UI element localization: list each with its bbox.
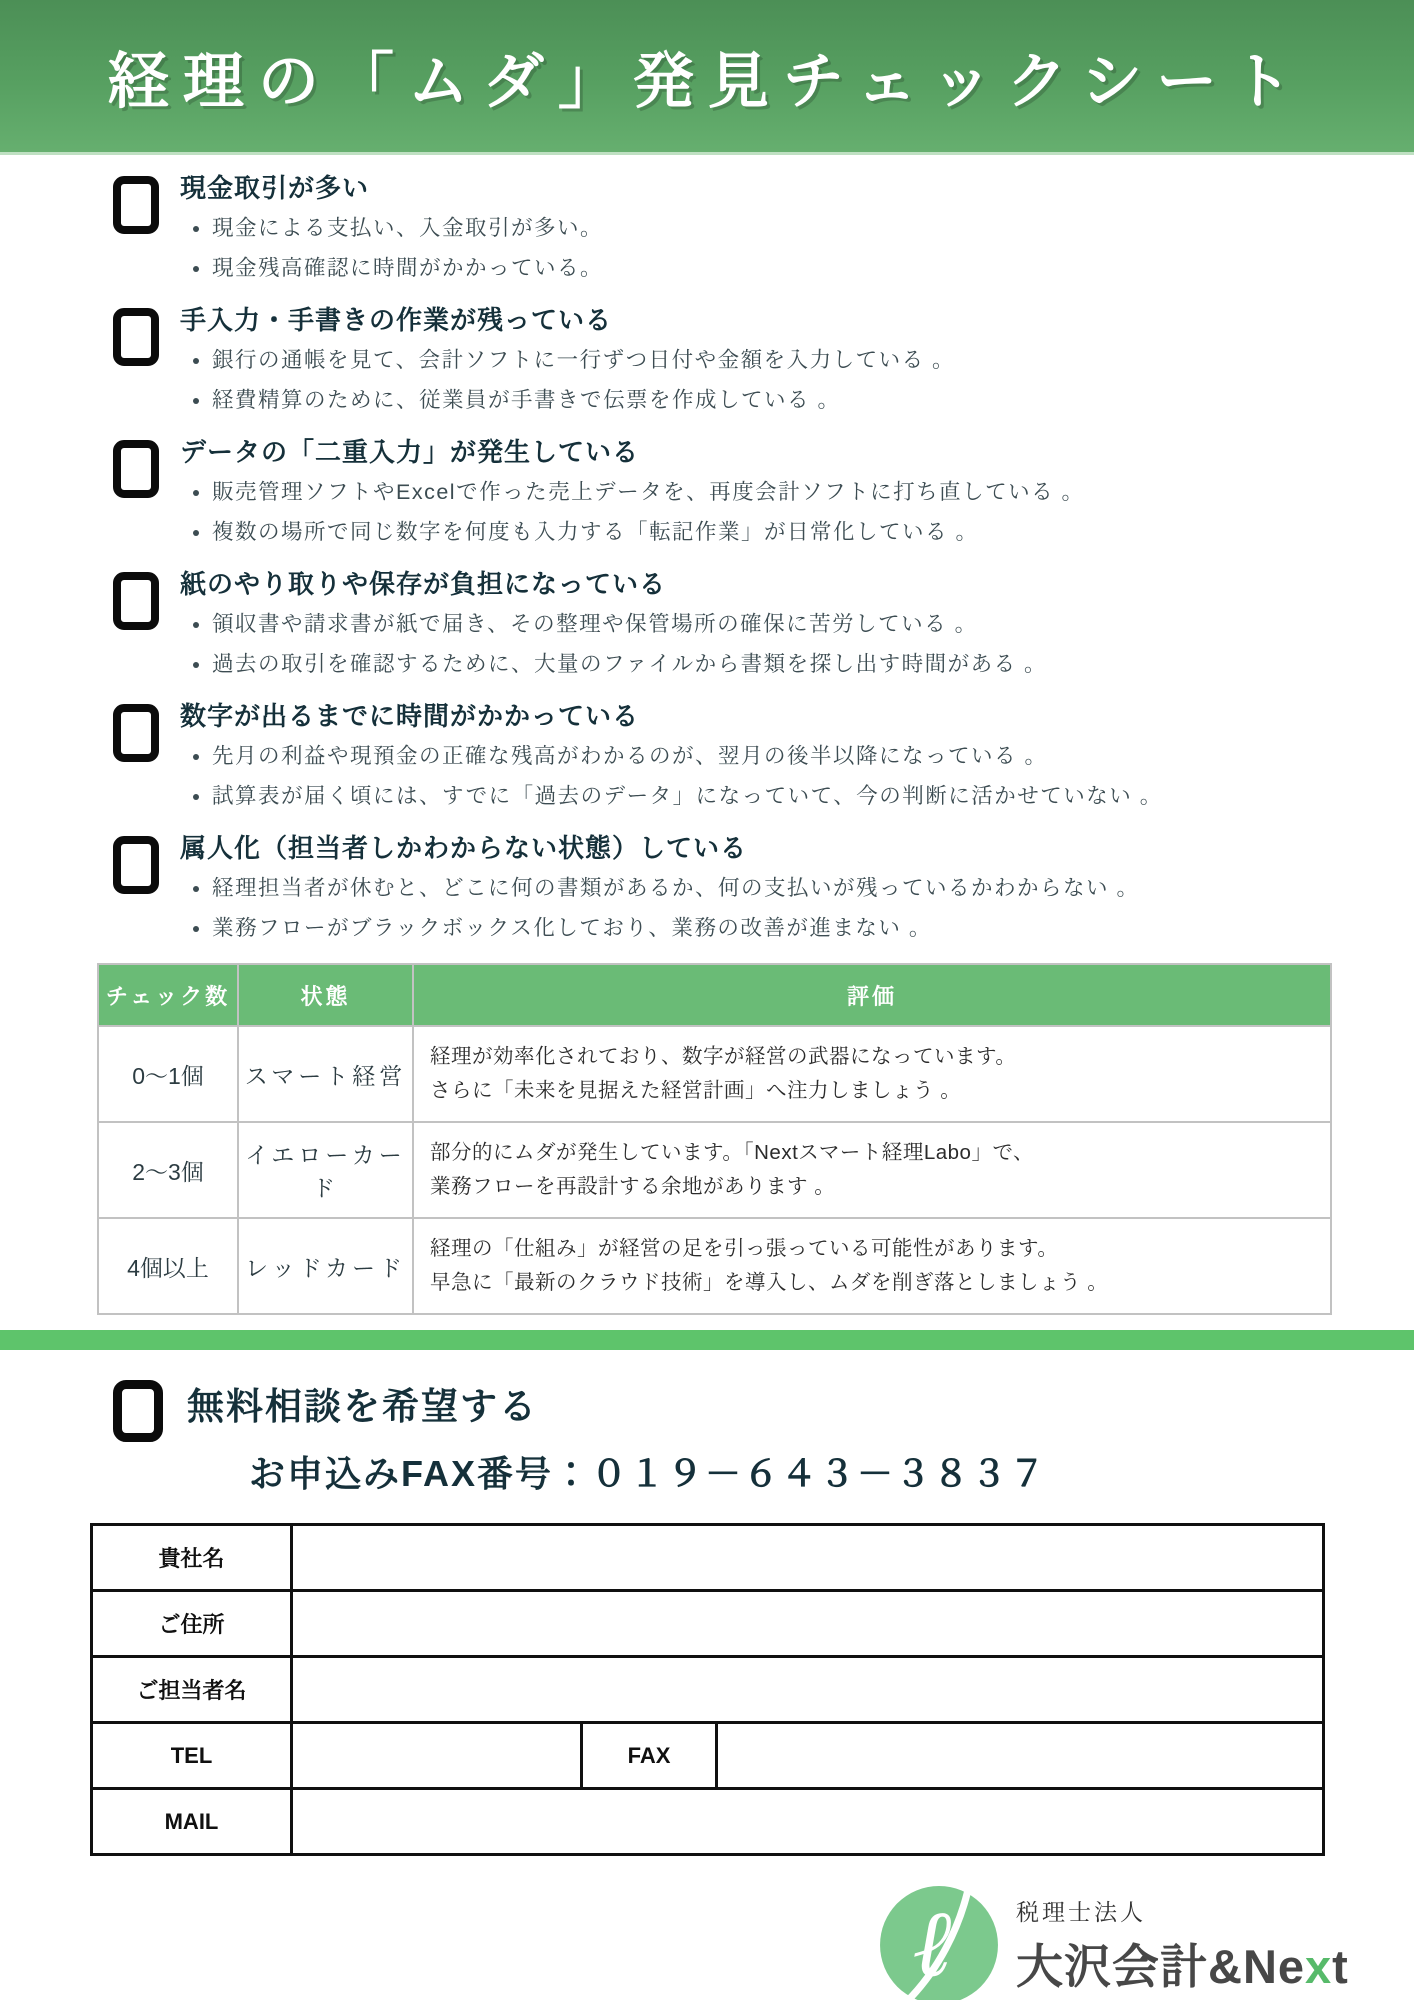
- tel-label: TEL: [92, 1723, 292, 1789]
- checkbox[interactable]: [113, 176, 159, 234]
- mail-field[interactable]: [292, 1789, 1324, 1855]
- check-item-bullet: • 現金による支払い、入金取引が多い。: [212, 208, 603, 248]
- check-item: [113, 567, 1414, 684]
- fax-label: FAX: [582, 1723, 717, 1789]
- fax-number-line: お申込みFAX番号：０１９－６４３－３８３７: [249, 1453, 1048, 1494]
- check-item-bullet: • 経費精算のために、従業員が手書きで伝票を作成している 。: [212, 380, 955, 420]
- contact-person-label: ご担当者名: [92, 1657, 292, 1723]
- logo-mark-icon: [878, 1884, 1000, 2000]
- company-name-field[interactable]: [292, 1525, 1324, 1591]
- cell-evaluation: 部分的にムダが発生しています。「Nextスマート経理Labo」で、 業務フローを再設計する余地があります 。: [413, 1122, 1331, 1218]
- checkbox[interactable]: [113, 704, 159, 762]
- check-item-bullet: • 販売管理ソフトやExcelで作った売上データを、再度会計ソフトに打ち直している 。: [212, 472, 1085, 512]
- svg-text:ℓ: ℓ: [912, 1889, 952, 1999]
- cell-status: イエローカード: [238, 1122, 413, 1218]
- check-item-heading: データの「二重入力」が発生している: [180, 437, 640, 467]
- column-header-status: 状態: [238, 964, 413, 1026]
- check-item-bullet: • 複数の場所で同じ数字を何度も入力する「転記作業」が日常化している 。: [212, 512, 1085, 552]
- cell-check-count: 0〜1個: [98, 1026, 238, 1122]
- form-row: [92, 1789, 1324, 1855]
- check-item-bullet: • 現金残高確認に時間がかかっている。: [212, 248, 603, 288]
- green-divider: [0, 1330, 1414, 1350]
- checkbox[interactable]: [113, 572, 159, 630]
- table-row: [98, 1122, 1331, 1218]
- contact-person-field[interactable]: [292, 1657, 1324, 1723]
- free-consultation-checkbox[interactable]: [113, 1380, 163, 1442]
- form-row: [92, 1657, 1324, 1723]
- table-row: [98, 1026, 1331, 1122]
- check-item-bullet: • 業務フローがブラックボックス化しており、業務の改善が進まない 。: [212, 908, 1139, 948]
- column-header-evaluation: 評価: [413, 964, 1331, 1026]
- check-item-heading: 手入力・手書きの作業が残っている: [180, 305, 613, 335]
- consultation-section: [113, 1376, 1414, 1497]
- check-item-heading: 数字が出るまでに時間がかかっている: [180, 701, 640, 731]
- fax-field[interactable]: [717, 1723, 1324, 1789]
- check-item-bullet: • 先月の利益や現預金の正確な残高がわかるのが、翌月の後半以降になっている 。: [212, 736, 1163, 776]
- check-item-heading: 紙のやり取りや保存が負担になっている: [180, 569, 667, 599]
- check-item-bullet: • 経理担当者が休むと、どこに何の書類があるか、何の支払いが残っているかわからない 。: [212, 868, 1139, 908]
- cell-evaluation: 経理の「仕組み」が経営の足を引っ張っている可能性があります。 早急に「最新のクラウド技術」を導入し、ムダを削ぎ落としましょう 。: [413, 1218, 1331, 1314]
- check-item-heading: 現金取引が多い: [180, 173, 370, 203]
- check-item-bullet: • 銀行の通帳を見て、会計ソフトに一行ずつ日付や金額を入力している 。: [212, 340, 955, 380]
- mail-label: MAIL: [92, 1789, 292, 1855]
- check-item-bullet: • 過去の取引を確認するために、大量のファイルから書類を探し出す時間がある 。: [212, 644, 1047, 684]
- check-item: [113, 171, 1414, 288]
- check-item: [113, 831, 1414, 948]
- check-item: [113, 699, 1414, 816]
- company-name-label: 貴社名: [92, 1525, 292, 1591]
- address-field[interactable]: [292, 1591, 1324, 1657]
- cell-check-count: 2〜3個: [98, 1122, 238, 1218]
- check-item-heading: 属人化（担当者しかわからない状態）している: [180, 833, 748, 863]
- company-logo: [878, 1884, 1414, 2000]
- check-item-bullet: • 領収書や請求書が紙で届き、その整理や保管場所の確保に苦労している 。: [212, 604, 1047, 644]
- checkbox[interactable]: [113, 836, 159, 894]
- column-header-checks: チェック数: [98, 964, 238, 1026]
- form-row: [92, 1525, 1324, 1591]
- cell-evaluation: 経理が効率化されており、数字が経営の武器になっています。 さらに「未来を見据えた経営計画」へ注力しましょう 。: [413, 1026, 1331, 1122]
- cell-status: レッドカード: [238, 1218, 413, 1314]
- table-row: [98, 1218, 1331, 1314]
- checklist-section: [0, 155, 1414, 948]
- company-name-x: x: [1305, 1939, 1333, 1993]
- checkbox[interactable]: [113, 440, 159, 498]
- cell-check-count: 4個以上: [98, 1218, 238, 1314]
- address-label: ご住所: [92, 1591, 292, 1657]
- company-type-label: 税理士法人: [1016, 1898, 1146, 1925]
- fax-form-table: [90, 1523, 1325, 1856]
- header-banner: [0, 0, 1414, 155]
- page-title: 経理の「ムダ」発見チェックシート: [107, 46, 1307, 115]
- assessment-table: [97, 963, 1332, 1315]
- check-item-bullet: • 試算表が届く頃には、すでに「過去のデータ」になっていて、今の判断に活かせていない 。: [212, 776, 1163, 816]
- form-row: [92, 1723, 1324, 1789]
- form-row: [92, 1591, 1324, 1657]
- tel-field[interactable]: [292, 1723, 582, 1789]
- company-name: 大沢会計&Next: [1016, 1939, 1349, 1993]
- consultation-title: 無料相談を希望する: [187, 1386, 538, 1427]
- cell-status: スマート経営: [238, 1026, 413, 1122]
- check-item: [113, 435, 1414, 552]
- checkbox[interactable]: [113, 308, 159, 366]
- check-item: [113, 303, 1414, 420]
